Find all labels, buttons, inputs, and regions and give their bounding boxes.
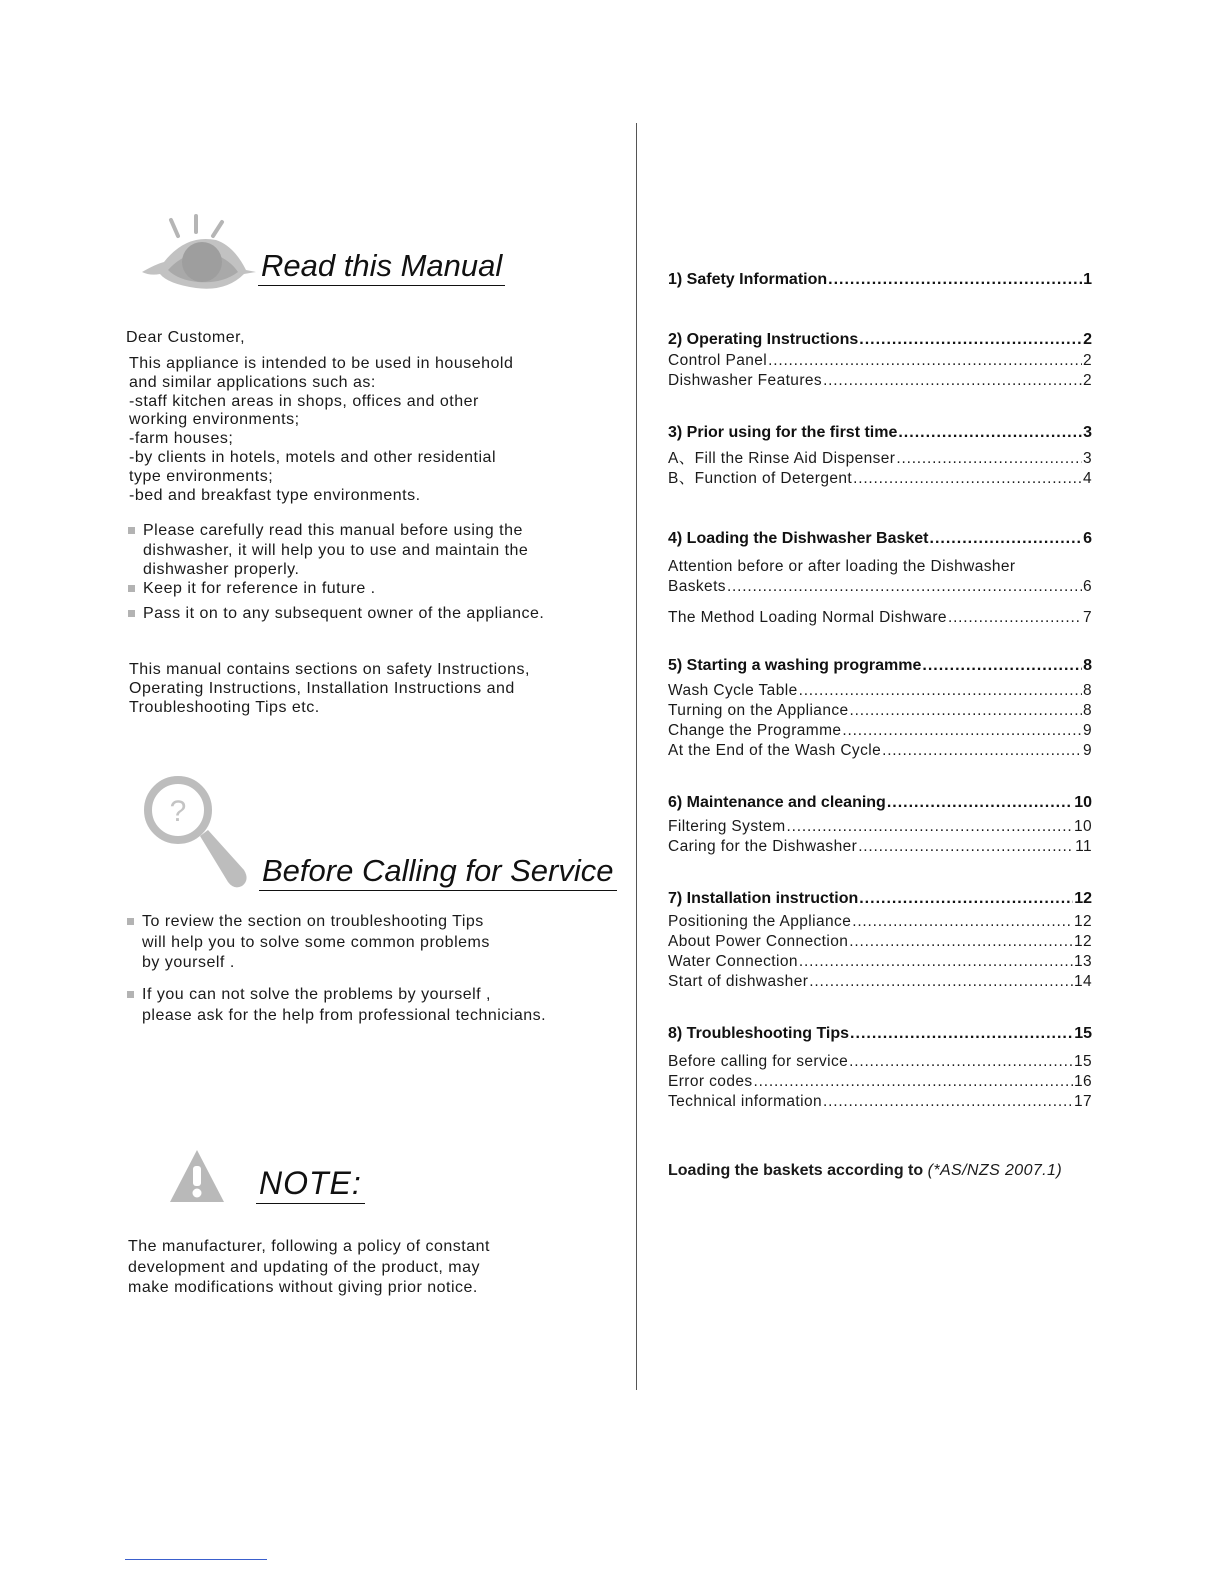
toc-section-title: 4) Loading the Dishwasher Basket ..... 6 [668, 529, 1092, 549]
toc-section-title: 8) Troubleshooting Tips ..... 15 [668, 1024, 1092, 1044]
bullet-read-carefully: Please carefully read this manual before using the dishwasher, it will help you to use and maintain the dishwasher properly. [143, 521, 528, 580]
toc-section-4 [668, 529, 1092, 628]
toc-section-title: 5) Starting a washing programme ..... 8 [668, 656, 1092, 676]
toc-section-title: 1) Safety Information ..... 1 [668, 270, 1092, 290]
bullet-square-icon [128, 527, 135, 534]
toc-item: Dishwasher Features ..... 2 [668, 371, 1092, 391]
toc-item: Baskets ..... 6 [668, 577, 1092, 597]
read-manual-heading: Read this Manual [258, 248, 505, 286]
bullet-keep-reference: Keep it for reference in future . [143, 579, 376, 599]
toc-item: The Method Loading Normal Dishware ..... 7 [668, 608, 1092, 628]
footer-rule [125, 1559, 267, 1560]
sections-paragraph: This manual contains sections on safety Instructions, Operating Instructions, Installation Instructions and Troubleshooting Tips etc. [129, 661, 530, 716]
toc-section-1 [668, 270, 1092, 290]
toc-item: Positioning the Appliance ..... 12 [668, 912, 1092, 932]
toc-item: Turning on the Appliance ..... 8 [668, 701, 1092, 721]
toc-section-2 [668, 330, 1092, 391]
toc-item: Technical information ..... 17 [668, 1092, 1092, 1112]
toc-item: Attention before or after loading the Dishwasher [668, 558, 1016, 575]
toc-item: A、Fill the Rinse Aid Dispenser ..... 3 [668, 449, 1092, 469]
bullet-troubleshooting: To review the section on troubleshooting Tips will help you to solve some common problems by yourself . [142, 912, 490, 974]
toc-section-3 [668, 423, 1092, 489]
toc-item: Before calling for service ..... 15 [668, 1052, 1092, 1072]
toc-section-5 [668, 656, 1092, 761]
toc-item: B、Function of Detergent ..... 4 [668, 469, 1092, 489]
bullet-square-icon [127, 918, 134, 925]
toc-section-title: 2) Operating Instructions ..... 2 [668, 330, 1092, 350]
toc-item: About Power Connection ..... 12 [668, 932, 1092, 952]
bullet-square-icon [127, 991, 134, 998]
toc-item: Control Panel ..... 2 [668, 351, 1092, 371]
toc-section-8 [668, 1024, 1092, 1112]
note-paragraph: The manufacturer, following a policy of constant development and updating of the product, may make modifications without giving prior notice. [128, 1238, 490, 1296]
column-divider [636, 123, 637, 1390]
toc-item: Change the Programme ..... 9 [668, 721, 1092, 741]
toc-section-title: 6) Maintenance and cleaning ..... 10 [668, 793, 1092, 813]
toc-item: Error codes ..... 16 [668, 1072, 1092, 1092]
toc-item: Wash Cycle Table ..... 8 [668, 681, 1092, 701]
toc-section-title: 7) Installation instruction ..... 12 [668, 889, 1092, 909]
bullet-pass-on: Pass it on to any subsequent owner of the appliance. [143, 604, 544, 624]
toc-item: Filtering System ..... 10 [668, 817, 1092, 837]
bullet-professional-help: If you can not solve the problems by yourself , please ask for the help from professional technicians. [142, 985, 546, 1026]
standard-reference: (*AS/NZS 2007.1) [927, 1162, 1063, 1179]
magnifier-question-icon [142, 774, 252, 890]
toc-item: Caring for the Dishwasher ..... 11 [668, 837, 1092, 857]
greeting: Dear Customer, [126, 329, 246, 346]
loading-baskets-note: Loading the baskets according to (*AS/NZS 2007.1) [668, 1162, 1063, 1179]
toc-section-6 [668, 793, 1092, 857]
eye-icon [138, 214, 258, 292]
bullet-square-icon [128, 610, 135, 617]
toc-item: At the End of the Wash Cycle ..... 9 [668, 741, 1092, 761]
warning-icon [168, 1148, 226, 1204]
note-heading: NOTE: [256, 1165, 365, 1204]
intro-paragraph: This appliance is intended to be used in household and similar applications such as: -staff kitchen areas in shops, offices and other working environments; -farm houses; -by clients in hotels, motels and other residential type environments; -bed and breakfast type environments. [129, 355, 514, 504]
toc-item: Start of dishwasher ..... 14 [668, 972, 1092, 992]
svg-text:?: ? [169, 795, 187, 828]
toc-section-7 [668, 889, 1092, 992]
toc-section-title: 3) Prior using for the first time ..... 3 [668, 423, 1092, 443]
toc-item: Water Connection ..... 13 [668, 952, 1092, 972]
bullet-square-icon [128, 585, 135, 592]
service-heading: Before Calling for Service [259, 853, 617, 891]
